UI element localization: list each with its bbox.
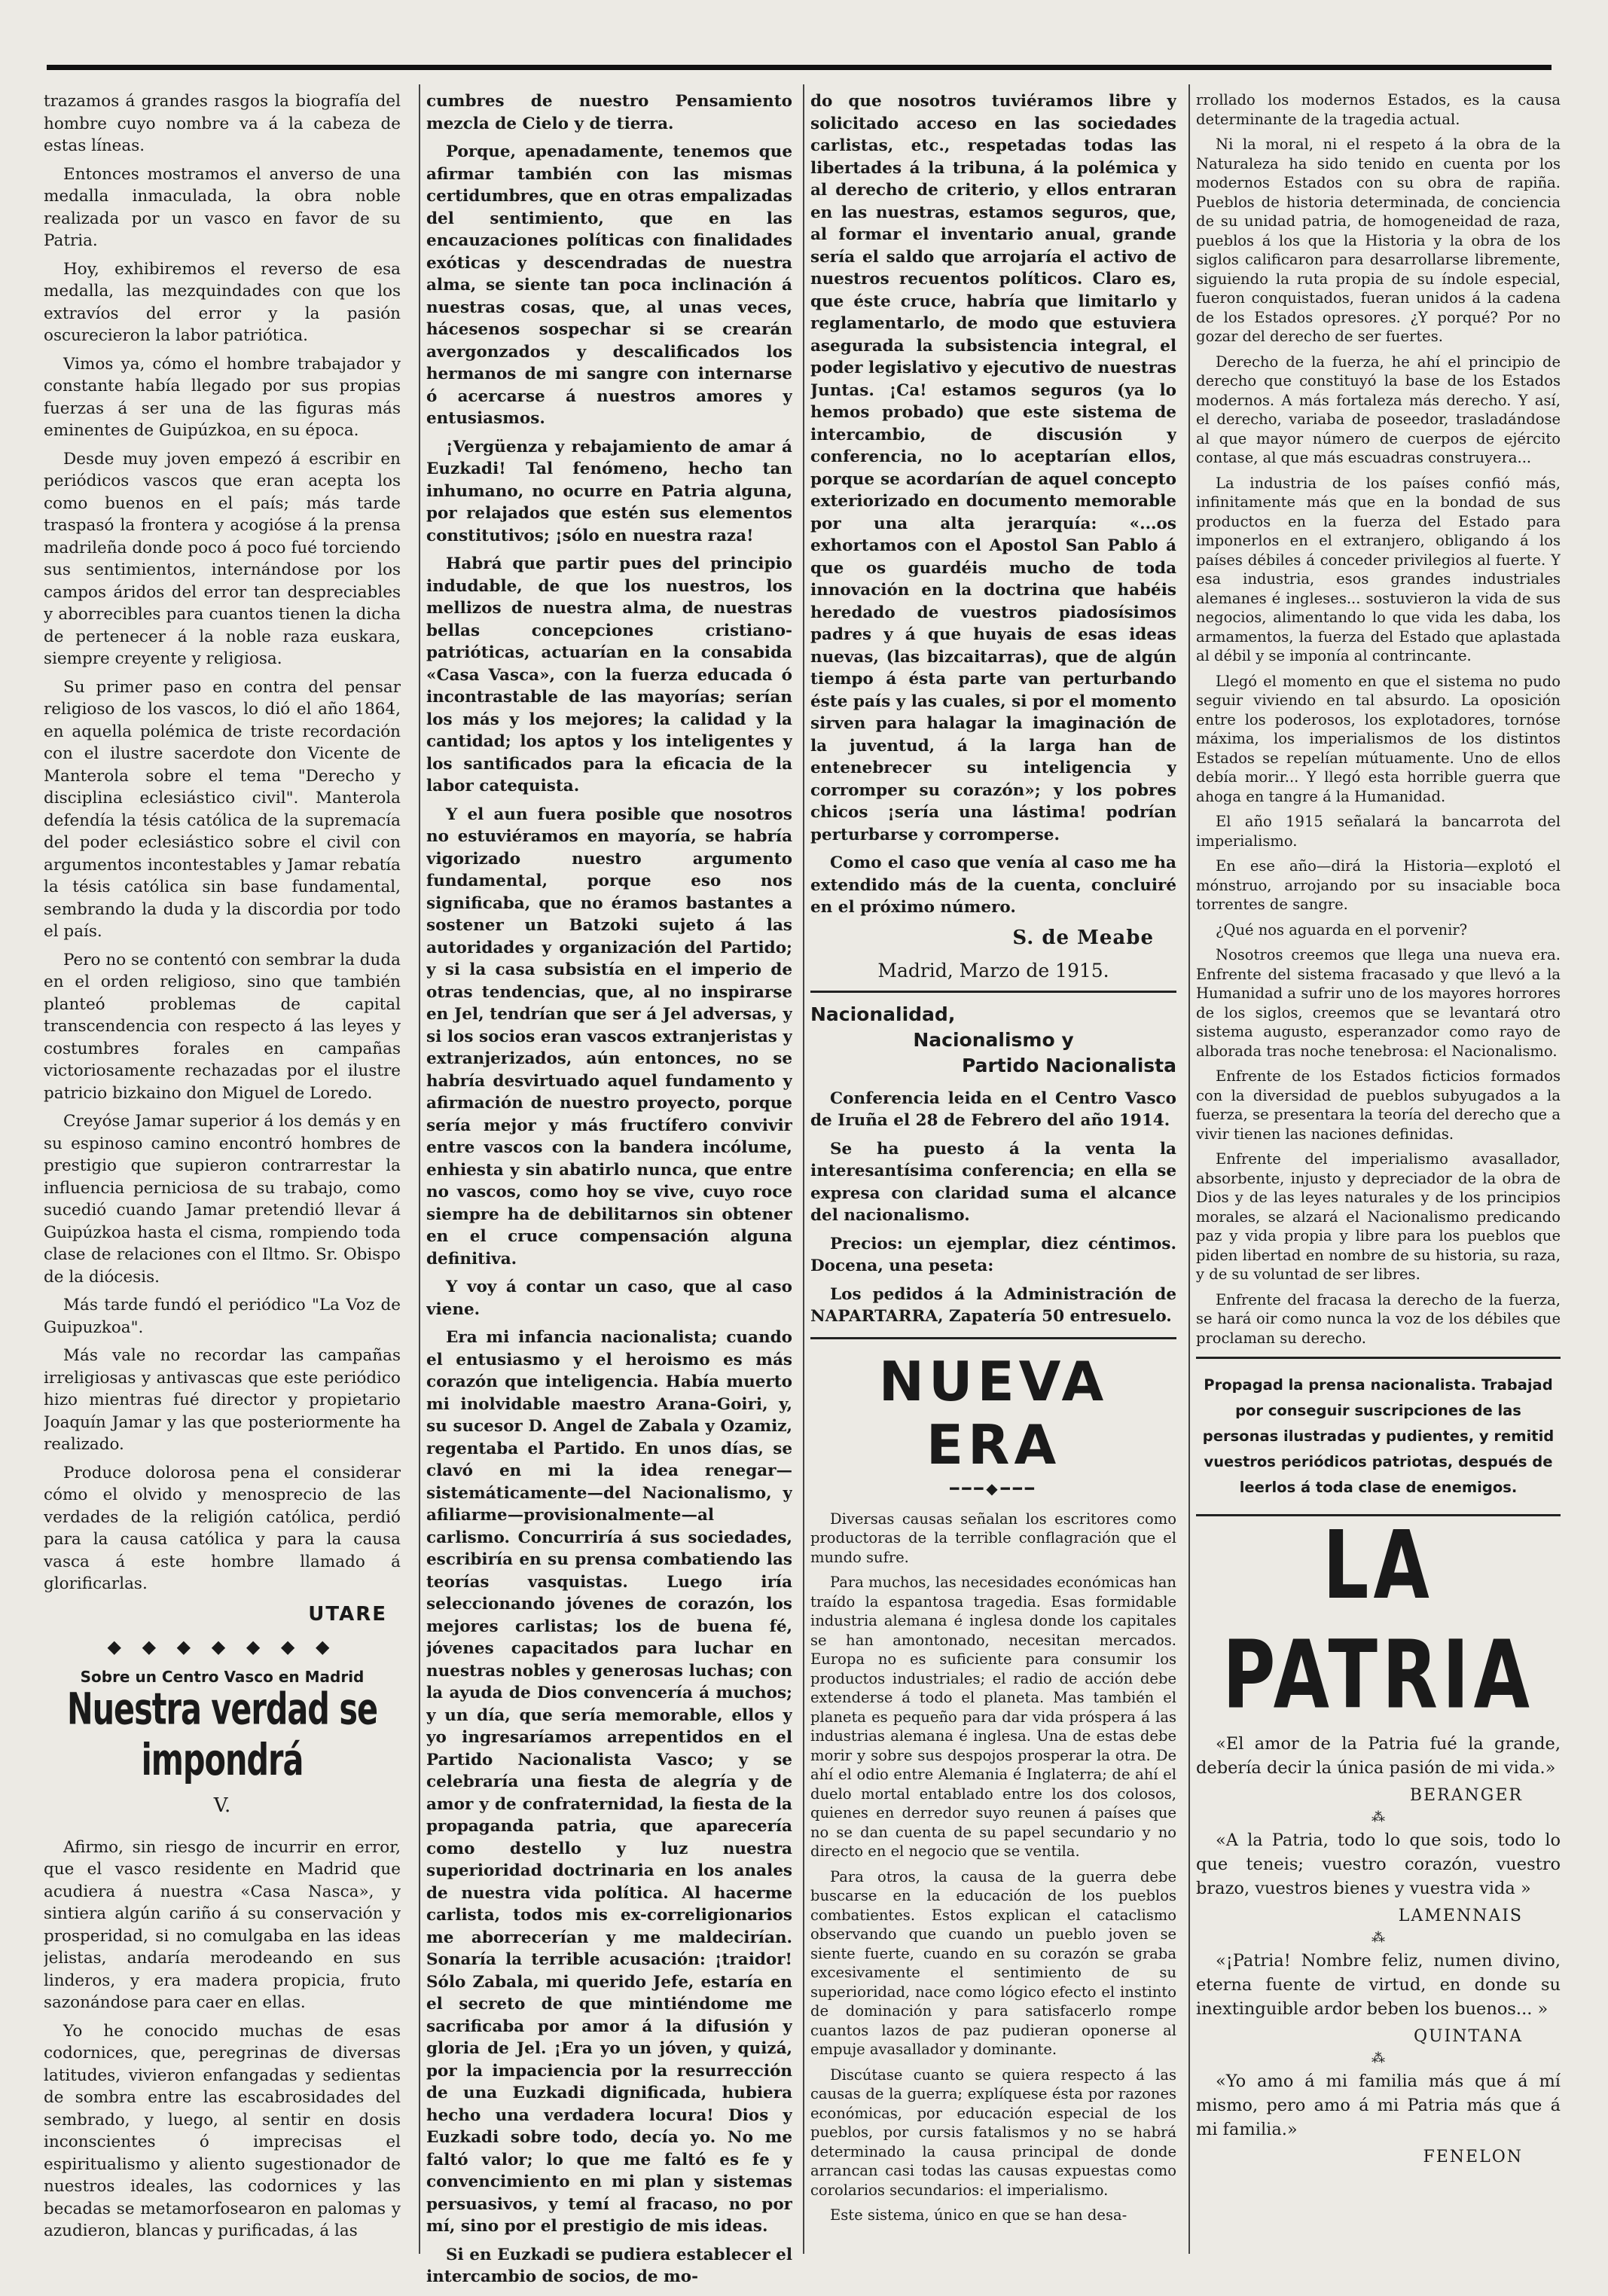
paragraph: Su primer paso en contra del pensar religioso de los vascos, lo dió el año 1864, en aquella polémica de triste recordación con el ilustre sacerdote don Vicente de Manterola sobre el tema "Derecho y disciplina eclesiástico civil". Manterola defendía la tésis católica de la supremacía del poder eclesiástico sobre el civil con argumentos incontestables y Jamar rebatía la tésis católica sin base fundamental, sembrando la duda y la discordia por todo el país. <box>44 677 401 941</box>
quote-author: QUINTANA <box>1413 2027 1523 2046</box>
rule <box>810 991 1176 993</box>
paragraph: Más vale no recordar las campañas irreligiosas y antivascas que este periódico hizo mientras fué director y propietario Joaquín Jamar y las que posteriormente ha realizado. <box>44 1346 401 1454</box>
paragraph: Porque, apenadamente, tenemos que afirmar también con las mismas certidumbres, que en otras empalizadas del sentimiento, que en las encauzaciones políticas con finalidades exóticas y descendradas de nuestra alma, se siente tan poca inclinación á nuestras cosas, que, al unas veces, hácesenos sospechar si se crearán avergonzados y descalificados los hermanos de mi sangre con internarse ó acercarse á nuestros amores y entusiasmos. <box>426 142 792 428</box>
top-rule <box>47 65 1552 70</box>
paragraph: Para otros, la causa de la guerra debe buscarse en la educación de los pueblos combatientes. Estos explican el cataclismo observando que cuando un pueblo joven se siente fuerte, cuando en su corazón se graba excesivamente el sentimiento de su superioridad, nace como lógico efecto el instinto de dominación y para satisfacerlo rompe cuantos lazos de paz pudieran oponerse al empuje avasallador y dominante. <box>810 1867 1176 2058</box>
column-1 <box>44 90 401 2290</box>
rule <box>1196 1357 1561 1359</box>
propaganda-notice: Propagad la prensa nacionalista. Trabajad por conseguir suscripciones de las personas ilustradas y pudientes, y remitid vuestros periódicos patriotas, después de leerlos á toda clase de enemigos. <box>1202 1376 1555 1496</box>
paragraph: Enfrente del fracasa la derecho de la fuerza, se hará oir como nunca la voz de los débiles que proclaman su derecho. <box>1196 1290 1561 1347</box>
ornament-divider: ◆ ◆ ◆ ◆ ◆ ◆ ◆ <box>107 1635 337 1657</box>
asterism-separator: ⁂ <box>1372 1809 1385 1825</box>
paragraph: Este sistema, único en que se han desa- <box>830 2206 1127 2224</box>
conference-heading-line: Nacionalismo y <box>913 1028 1074 1051</box>
paragraph: Hoy, exhibiremos el reverso de esa medalla, las mezquindades con que los extravíos del error y la pasión oscurecieron la labor patriótica. <box>44 259 401 345</box>
paragraph: Como el caso que venía al caso me ha extendido más de la cuenta, concluiré en el próximo número. <box>810 853 1176 917</box>
paragraph: Ni la moral, ni el respeto á la obra de la Naturaleza ha sido tenido en cuenta por los modernos Estados con su obra de rapiña. Pueblos de historia determinada, de conciencia de su unidad patria, de homogeneidad de raza, pueblos á los que la Historia y la obra de los siglos calificaron para desarrollarse libremente, siguiendo la ruta propia de su índole especial, fueron conquistados, fueran unidos á la cadena de los Estados opresores. ¿Y porqué? Por no gozar del derecho de ser fuertes. <box>1196 136 1561 345</box>
paragraph: Enfrente del imperialismo avasallador, absorbente, injusto y depreciador de la obra de Dios y de las leyes naturales y de los principios morales, se alzará el Nacionalismo predicando paz y vida propia y libre para los pueblos que piden libertad en nombre de su historia, su raza, y de su voluntad de ser libres. <box>1196 1150 1561 1283</box>
nueva-era-title: NUEVA ERA <box>878 1349 1109 1476</box>
paragraph: Desde muy joven empezó á escribir en periódicos vascos que eran acepta los como buenos en el país; más tarde traspasó la frontera y acogióse á la prensa madrileña donde poco á poco fué torciendo sus sentimientos, internándose por los campos áridos del error tan despreciables y aborrecibles para cuantos tienen la dicha de pertenecer á la noble raza euskara, siempre creyente y religiosa. <box>44 449 401 668</box>
article-centro-vasco-end <box>810 90 1176 919</box>
paragraph: La industria de los países confió más, infinitamente más que en la bondad de sus productos en la fuerza del Estado para imponerlos en el extranjero, obligando á los países débiles á conceder privilegios al fuerte. Y esa industria, esos grandes industriales alemanes é ingleses... sostuvieron la vida de sus negocios, alimentando lo que vida les daba, los armamentos, la fuerza del Estado que aplastada al débil y se imponía al contrincante. <box>1196 474 1561 664</box>
quote-author: FENELON <box>1423 2148 1523 2166</box>
quote-author: LAMENNAIS <box>1398 1907 1523 1925</box>
column-divider <box>419 84 420 2254</box>
quote-text: «¡Patria! Nombre feliz, numen divino, eterna fuente de virtud, en donde su inextinguible ardor beben los buenos... » <box>1196 1951 1561 2019</box>
paragraph: Era mi infancia nacionalista; cuando el entusiasmo y el heroismo es más corazón que inteligencia. Había muerto mi inolvidable maestro Arana-Goiri, y, su sucesor D. Angel de Zabala y Ozamiz, regentaba el Partido. En unos días, se clavó en mi la idea renegar—sistemáticamente—del Nacionalismo, y afiliarme—provisionalmente—al carlismo. Concurriría á sus sociedades, escribiría en su prensa combatiendo las teorías vasquistas. Luego iría seleccionando jóvenes de corazón, los mejores carlistas; los de buena fé, jóvenes capacitados para luchar en nuestras nobles y generosas luchas; con la ayuda de Dios convencería á muchos; y un día, que sería memorable, ellos y yo ingresaríamos arrepentidos en el Partido Nacionalista Vasco; y se celebraría una fiesta de alegría y de amor y de confraternidad, la fiesta de la propaganda patria, que aparecería como destello y luz nuestra superioridad doctrinaria en los anales de nuestra vida política. Al hacerme carlista, todos mis ex-correligionarios me aborrecerían y me maldecirían. Sonaría la terrible acusación: ¡traidor! Sólo Zabala, mi querido Jefe, estaría en el secreto de que mintiéndome me sacrificaba por amor á la difusión y gloria de Jel. ¡Era yo un jóven, y quizá, por la impaciencia por la resurrección de una Euzkadi dignificada, hubiera hecho una verdadera locura! Dios y Euzkadi sobre todo, decía yo. No me faltó valor; lo que me faltó es fe y convencimiento en mi plan y sistemas persuasivos, y temí al fracaso, no por mí, sino por el prestigio de mis ideas. <box>426 1328 792 2236</box>
paragraph: Creyóse Jamar superior á los demás y en su espinoso camino encontró hombres de prestigio que supieron contrarrestar la influencia perniciosa de su trabajo, como sucedió cuando Jamar pretendió llevar á Guipúzkoa hasta el cisma, rompiendo toda clase de relaciones con el Iltmo. Sr. Obispo de la diócesis. <box>44 1112 401 1287</box>
paragraph: Llegó el momento en que el sistema no pudo seguir viviendo en tal absurdo. La oposición entre los poderosos, los explotadores, tornóse máxima, los imperialismos de los distintos Estados se repelían mútuamente. Uno de ellos debía morir... Y llegó esta horrible guerra que ahoga en tangre á la Humanidad. <box>1196 672 1561 805</box>
paragraph: cumbres de nuestro Pensamiento mezcla de Cielo y de tierra. <box>426 92 792 133</box>
paragraph: En ese año—dirá la Historia—explotó el mónstruo, arrojando por su insaciable boca torrentes de sangre. <box>1196 857 1561 913</box>
paragraph: Si en Euzkadi se pudiera establecer el intercambio de socios, de mo- <box>426 2245 792 2286</box>
paragraph: Diversas causas señalan los escritores como productoras de la terrible conflagración que el mundo sufre. <box>810 1510 1176 1566</box>
quotes-list <box>1196 1732 1561 2166</box>
paragraph: Precios: un ejemplar, diez céntimos. Docena, una peseta: <box>810 1234 1176 1275</box>
signature-meabe: S. de Meabe <box>1012 926 1154 949</box>
paragraph: Derecho de la fuerza, he ahí el principio de derecho que constituyó la base de los Estados modernos. A más fortaleza más derecho. Y así, el derecho, variaba de poseedor, trasladándose al que mayor número de cuerpos de ejército contase, al que más escuadras construyera... <box>1196 353 1561 466</box>
paragraph: Pero no se contentó con sembrar la duda en el orden religioso, sino que también planteó problemas de capital transcendencia con respecto á las leyes y costumbres forales en campañas victoriosamente rechazadas por el ilustre patricio bizkaino don Miguel de Loredo. <box>44 950 401 1103</box>
nueva-era-body <box>810 1510 1176 2225</box>
conference-heading <box>810 1002 1176 1079</box>
quote-author: BERANGER <box>1409 1786 1523 1805</box>
part-number: V. <box>213 1794 231 1817</box>
paragraph: El año 1915 señalará la bancarrota del imperialismo. <box>1196 813 1561 850</box>
conference-heading-line: Nacionalidad, <box>810 1003 956 1025</box>
column-2 <box>426 90 792 2290</box>
la-patria-title: LA PATRIA <box>1222 1510 1534 1730</box>
paragraph: Y el aun fuera posible que nosotros no estuviéramos en mayoría, se habría vigorizado nuestro argumento fundamental, porque eso nos significaba, que no éramos bastantes a sostener un Batzoki sujeto á las autoridades y organización del Partido; y si la casa subsistía en el imperio de otras tendencias, que, al no inspirarse en Jel, tendrían que ser á Jel adversas, y si los socios eran vascos extranjeristas y extranjerizados, aún entonces, no se habría desvirtuado aquel fundamento y afirmación de nuestro proyecto, porque sería mejor y más fructífero convivir entre vascos con la bandera incólume, enhiesta y sin abatirlo nunca, que entre no vascos, como hoy se vive, cuyo roce siempre ha de debilitarnos sin obtener en el cruce compensación alguna definitiva. <box>426 805 792 1269</box>
article-centro-vasco-body <box>44 1836 401 2243</box>
column-4 <box>1196 90 1561 2290</box>
paragraph: Afirmo, sin riesgo de incurrir en error, que el vasco residente en Madrid que acudiera á nuestra «Casa Nasca», y sintiera algún cariño á su conservación y prosperidad, si no comulgaba en las ideas jelistas, andaría merodeando en sus linderos, y era madera propicia, fruto sazonándose para caer en ellas. <box>44 1837 401 2012</box>
signature-utare: UTARE <box>308 1602 387 1626</box>
paragraph: Enfrente de los Estados ficticios formados con la diversidad de pueblos subyugados a la fuerza, se presentara la teoría del derecho que a vivir tienen las naciones definidas. <box>1196 1067 1561 1143</box>
paragraph: Nosotros creemos que llega una nueva era. Enfrente del sistema fracasado y que llevó a la Humanidad a sufrir uno de los mayores horrores de los siglos, creemos que se levantará otro sistema augusto, esperanzador como rayo de alborada tras noche tenebrosa: el Nacionalismo. <box>1196 946 1561 1060</box>
column-divider <box>803 84 804 2254</box>
paragraph: ¿Qué nos aguarda en el porvenir? <box>1216 921 1468 939</box>
quote-text: «Yo amo á mi familia más que á mí mismo, pero amo á mi Patria más que á mi familia.» <box>1196 2072 1561 2139</box>
article-jamar-body <box>44 90 401 1595</box>
asterism-separator: ⁂ <box>1372 1930 1385 1946</box>
paragraph: Para muchos, las necesidades económicas han traído la espantosa tragedia. Esas formidable industria alemana é inglesa donde los capitales se han amontonado, necesitan mercados. Europa no es suficiente para consumir los productos industriales; el radio de acción debe extenderse á todo el planeta. Mas también el planeta es pequeño para dar vida próspera á las industrias alemana é inglesa. Una de estas debe morir y sobre sus despojos prosperar la otra. De ahí el odio entre Alemania é Inglaterra; de ahí el duelo mortal entablado entre los dos colosos, quienes en derredor suyo reunen á países que no se dan cuenta de su papel secundario y no directo en el negocio que se ventila. <box>810 1574 1176 1860</box>
article-centro-vasco-continued <box>426 90 792 2288</box>
paragraph: Entonces mostramos el anverso de una medalla inmaculada, la obra noble realizada por un vasco en favor de su Patria. <box>44 164 401 250</box>
paragraph: Más tarde fundó el periódico "La Voz de Guipuzkoa". <box>44 1296 401 1337</box>
ornament-dash: ━━━◆━━━ <box>950 1479 1037 1498</box>
paragraph: do que nosotros tuviéramos libre y solicitado acceso en las sociedades carlistas, etc., respetadas todas las libertades á la tribuna, á la polémica y al derecho de criterio, y ellos entraran en las nuestras, estamos seguros, que, al formar el inventario anual, grande sería el saldo que arrojaría el activo de nuestros recuentos políticos. Claro es, que éste cruce, habría que limitarlo y reglamentarlo, de modo que estuviera asegurada la subsistencia integral, el poder legislativo y ejecutivo de nuestras Juntas. ¡Ca! estamos seguros (ya lo hemos probado) que este sistema de intercambio, de discusión y conferencia, no lo aceptarían ellos, porque se acordarían de aquel concepto exteriorizado en documento memorable por una alta jerarquía: «...os exhortamos con el Apostol San Pablo á que os guardéis mucho de toda innovación en la doctrina que habéis heredado de vuestros piadosísimos padres y á que huyais de esas ideas nuevas, (las bizcaitarras), que de algún tiempo á ésta parte van perturbando éste país y las cuales, si por el momento sirven para halagar la imaginación de la juventud, á la larga han de entenebrecer su inteligencia y corromper su corazón»; y los pobres chicos ¡sería una lástima! podrían perturbarse y corromperse. <box>810 92 1176 844</box>
rule <box>810 1337 1176 1339</box>
paragraph: ¡Vergüenza y rebajamiento de amar á Euzkadi! Tal fenómeno, hecho tan inhumano, no ocurre en Patria alguna, por relajados que estén sus elementos constitutivos; ¡sólo en nuestra raza! <box>426 437 792 545</box>
quote-text: «El amor de la Patria fué la grande, debería decir la única pasión de mi vida.» <box>1196 1734 1561 1778</box>
paragraph: Los pedidos á la Administración de NAPARTARRA, Zapatería 50 entresuelo. <box>810 1284 1176 1326</box>
kicker: Sobre un Centro Vasco en Madrid <box>80 1667 365 1686</box>
asterism-separator: ⁂ <box>1372 2050 1385 2066</box>
paragraph: Conferencia leida en el Centro Vasco de Iruña el 28 de Febrero del año 1914. <box>810 1088 1176 1130</box>
dateline: Madrid, Marzo de 1915. <box>877 959 1109 982</box>
quote-text: «A la Patria, todo lo que sois, todo lo que teneis; vuestro corazón, vuestro brazo, vuestros bienes y vuestra vida » <box>1196 1830 1561 1898</box>
paragraph: Se ha puesto á la venta la interesantísima conferencia; en ella se expresa con claridad suma el alcance del nacionalismo. <box>810 1139 1176 1225</box>
paragraph: rrollado los modernos Estados, es la causa determinante de la tragedia actual. <box>1196 91 1561 128</box>
column-divider <box>1188 84 1190 2254</box>
column-3 <box>810 90 1176 2290</box>
paragraph: Produce dolorosa pena el considerar cómo el olvido y menosprecio de las verdades de la religión católica, perdió para la causa católica y para la causa vasca á este hombre llamado á glorificarlas. <box>44 1463 401 1593</box>
conference-ad-body <box>810 1088 1176 1328</box>
paragraph: Yo he conocido muchas de esas codornices, que, peregrinas de diversas latitudes, vivieron enfangadas y sedientas de sombra entre las escabrosidades del sembrado, y luego, al sentir en dosis inconscientes ó imprecisas el espiritualismo y aliento sugestionador de nuestros ideales, las codornices y las becadas se metamorfosearon en palomas y azudieron, blancas y purificadas, á las <box>44 2021 401 2240</box>
paragraph: Y voy á contar un caso, que al caso viene. <box>426 1278 792 1319</box>
paragraph: trazamos á grandes rasgos la biografía del hombre cuyo nombre va á la cabeza de estas líneas. <box>44 92 401 155</box>
headline: Nuestra verdad se impondrá <box>66 1683 378 1785</box>
conference-heading-line: Partido Nacionalista <box>961 1054 1176 1076</box>
paragraph: Discútase cuanto se quiera respecto á las causas de la guerra; explíquese ésta por razones económicas, por educación especial de los pueblos, por cursis fatalismos y no se habrá determinado la causa principal de donde arrancan casi todas las causas expuestas como corolarios secundarios: el imperialismo. <box>810 2065 1176 2199</box>
paragraph: Vimos ya, cómo el hombre trabajador y constante había llegado por sus propias fuerzas á ser una de las figuras más eminentes de Guipúzkoa, en su época. <box>44 354 401 440</box>
nueva-era-continued <box>1196 90 1561 1348</box>
paragraph: Habrá que partir pues del principio indudable, de que los nuestros, los mellizos de nuestra alma, de nuestras bellas concepciones cristiano-patrióticas, actuarían en la consabida «Casa Vasca», con la fuerza educada ó incontrastable de las mayorías; serían los más y los mejores; la calidad y la cantidad; los aptos y los inteligentes y los santificados para la eficacia de la labor catequista. <box>426 554 792 795</box>
